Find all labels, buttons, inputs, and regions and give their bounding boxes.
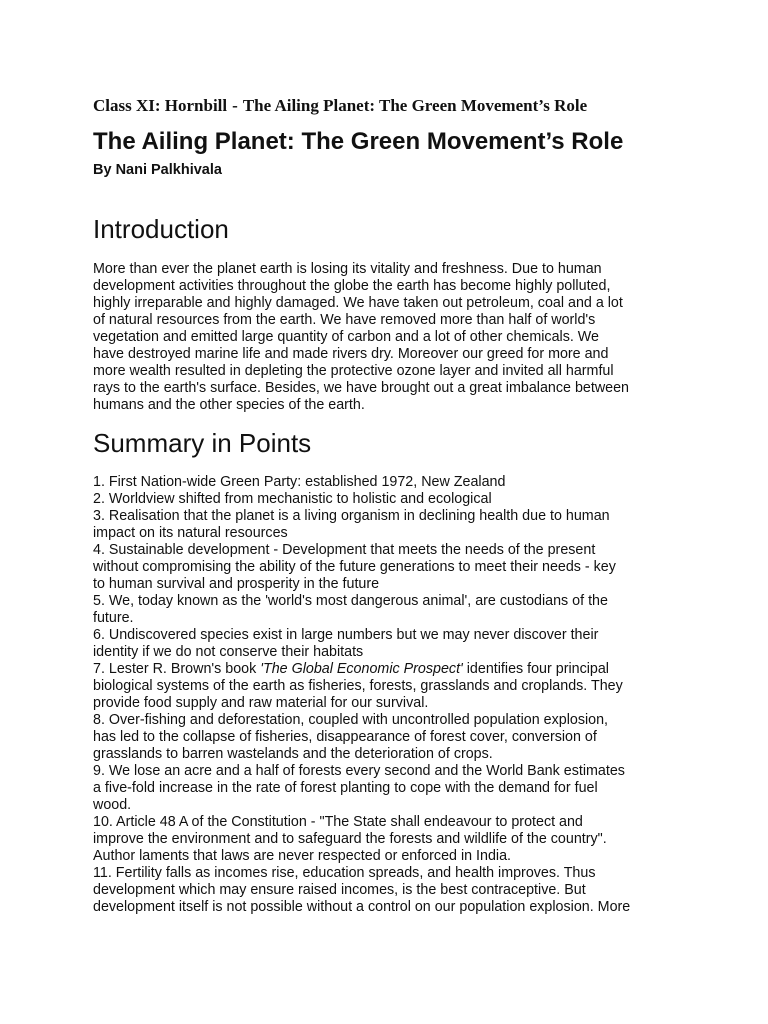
class-label: Class XI: Hornbill [93,96,228,115]
list-item: to human survival and prosperity in the future [93,576,380,592]
page-title: The Ailing Planet: The Green Movement’s Role [93,128,624,155]
header-separator: - [232,96,238,115]
running-header [93,96,587,116]
list-item: 11. Fertility falls as incomes rise, education spreads, and health improves. Thus [93,865,596,881]
list-item: 2. Worldview shifted from mechanistic to holistic and ecological [93,491,492,507]
list-item: grasslands to barren wastelands and the deterioration of crops. [93,746,493,762]
text-segment: identifies four principal [462,661,609,677]
introduction-paragraph [93,261,683,414]
list-item: without compromising the ability of the future generations to meet their needs - key [93,559,616,575]
list-item [93,661,683,678]
list-item: 9. We lose an acre and a half of forests every second and the World Bank estimates [93,763,625,779]
list-item: development itself is not possible without a control on our population explosion. More [93,899,631,915]
list-item: 8. Over-fishing and deforestation, coupled with uncontrolled population explosion, [93,712,609,728]
text-line: more wealth resulted in depleting the protective ozone layer and invited all harmful [93,363,614,379]
text-line: development activities throughout the globe the earth has become highly polluted, [93,278,611,294]
list-item: 10. Article 48 A of the Constitution - "The State shall endeavour to protect and [93,814,583,830]
list-item: 3. Realisation that the planet is a living organism in declining health due to human [93,508,610,524]
book-title: 'The Global Economic Prospect' [260,661,463,677]
list-item: has led to the collapse of fisheries, disappearance of forest cover, conversion of [93,729,597,745]
introduction-heading: Introduction [93,214,229,244]
list-item: 6. Undiscovered species exist in large numbers but we may never discover their [93,627,599,643]
text-line: More than ever the planet earth is losing its vitality and freshness. Due to human [93,261,602,277]
list-item: impact on its natural resources [93,525,288,541]
text-line: highly irreparable and highly damaged. We have taken out petroleum, coal and a lot [93,295,623,311]
list-item: improve the environment and to safeguard the forests and wildlife of the country". [93,831,607,847]
text-line: have destroyed marine life and made rivers dry. Moreover our greed for more and [93,346,609,362]
chapter-name: The Ailing Planet: The Green Movement’s Role [242,96,588,115]
list-item: biological systems of the earth as fisheries, forests, grasslands and croplands. They [93,678,623,694]
list-item: 1. First Nation-wide Green Party: established 1972, New Zealand [93,474,506,490]
text-segment: 7. Lester R. Brown's book [93,661,261,677]
summary-points [93,474,683,916]
list-item: identity if we do not conserve their habitats [93,644,364,660]
author-byline: By Nani Palkhivala [93,162,222,178]
text-line: of natural resources from the earth. We have removed more than half of world's [93,312,596,328]
summary-heading: Summary in Points [93,428,312,458]
list-item: 4. Sustainable development - Development that meets the needs of the present [93,542,596,558]
list-item: provide food supply and raw material for our survival. [93,695,429,711]
text-line: humans and the other species of the earth. [93,397,365,413]
list-item: 5. We, today known as the 'world's most dangerous animal', are custodians of the [93,593,608,609]
text-line: rays to the earth's surface. Besides, we have brought out a great imbalance between [93,380,630,396]
list-item: Author laments that laws are never respected or enforced in India. [93,848,512,864]
list-item: development which may ensure raised incomes, is the best contraceptive. But [93,882,586,898]
list-item: future. [93,610,134,626]
text-line: vegetation and emitted large quantity of carbon and a lot of other chemicals. We [93,329,599,345]
list-item: wood. [93,797,132,813]
list-item: a five-fold increase in the rate of forest planting to cope with the demand for fuel [93,780,598,796]
